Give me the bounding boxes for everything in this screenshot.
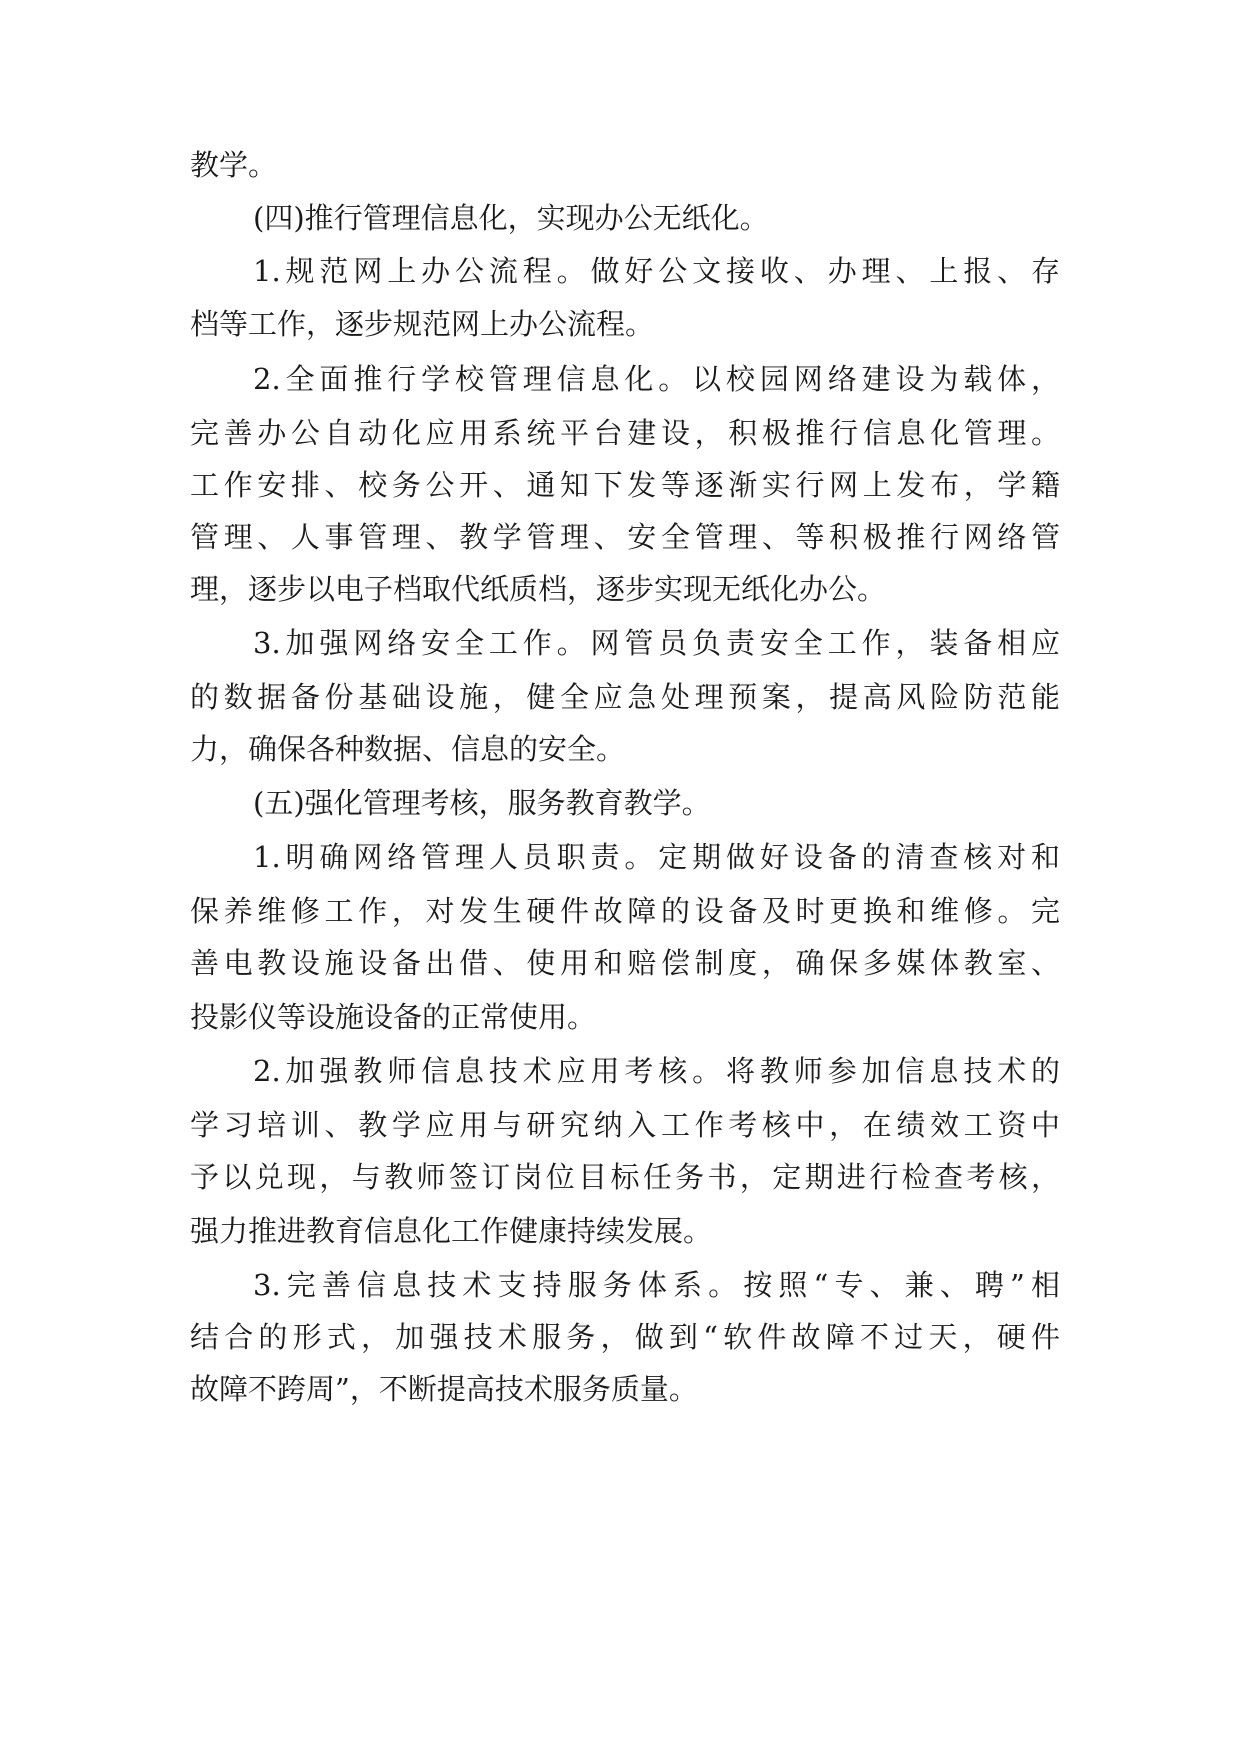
- paragraph-line: 1.明确网络管理人员职责。定期做好设备的清查核对和: [253, 840, 1060, 874]
- paragraph-line: 教学。: [190, 148, 278, 182]
- paragraph-line: 1.规范网上办公流程。做好公文接收、办理、上报、存: [253, 254, 1060, 288]
- paragraph-line: 2.全面推行学校管理信息化。以校园网络建设为载体，: [253, 362, 1060, 396]
- paragraph-line: 3.加强网络安全工作。网管员负责安全工作，装备相应: [253, 626, 1060, 660]
- paragraph-line: 力，确保各种数据、信息的安全。: [190, 732, 626, 766]
- paragraph-line: 善电教设施设备出借、使用和赔偿制度，确保多媒体教室、: [190, 946, 1060, 980]
- paragraph-line: 强力推进教育信息化工作健康持续发展。: [190, 1214, 713, 1248]
- paragraph-line: 学习培训、教学应用与研究纳入工作考核中，在绩效工资中: [190, 1108, 1060, 1142]
- paragraph-line: 3.完善信息技术支持服务体系。按照“专、兼、聘”相: [253, 1268, 1060, 1302]
- paragraph-line: 档等工作，逐步规范网上办公流程。: [190, 307, 655, 341]
- paragraph-line: (四)推行管理信息化，实现办公无纸化。: [253, 201, 769, 235]
- paragraph-line: 结合的形式，加强技术服务，做到“软件故障不过天，硬件: [190, 1320, 1060, 1354]
- paragraph-line: 予以兑现，与教师签订岗位目标任务书，定期进行检查考核，: [190, 1160, 1060, 1194]
- paragraph-line: 理，逐步以电子档取代纸质档，逐步实现无纸化办公。: [190, 572, 887, 606]
- paragraph-line: 管理、人事管理、教学管理、安全管理、等积极推行网络管: [190, 520, 1060, 554]
- paragraph-line: 投影仪等设施设备的正常使用。: [190, 1000, 597, 1034]
- paragraph-line: 的数据备份基础设施，健全应急处理预案，提高风险防范能: [190, 680, 1060, 714]
- paragraph-line: 2.加强教师信息技术应用考核。将教师参加信息技术的: [253, 1054, 1060, 1088]
- paragraph-line: 保养维修工作，对发生硬件故障的设备及时更换和维修。完: [190, 894, 1060, 928]
- paragraph-line: 完善办公自动化应用系统平台建设，积极推行信息化管理。: [190, 416, 1060, 450]
- paragraph-line: 故障不跨周”，不断提高技术服务质量。: [190, 1372, 698, 1406]
- paragraph-line: (五)强化管理考核，服务教育教学。: [253, 786, 711, 820]
- paragraph-line: 工作安排、校务公开、通知下发等逐渐实行网上发布，学籍: [190, 468, 1060, 502]
